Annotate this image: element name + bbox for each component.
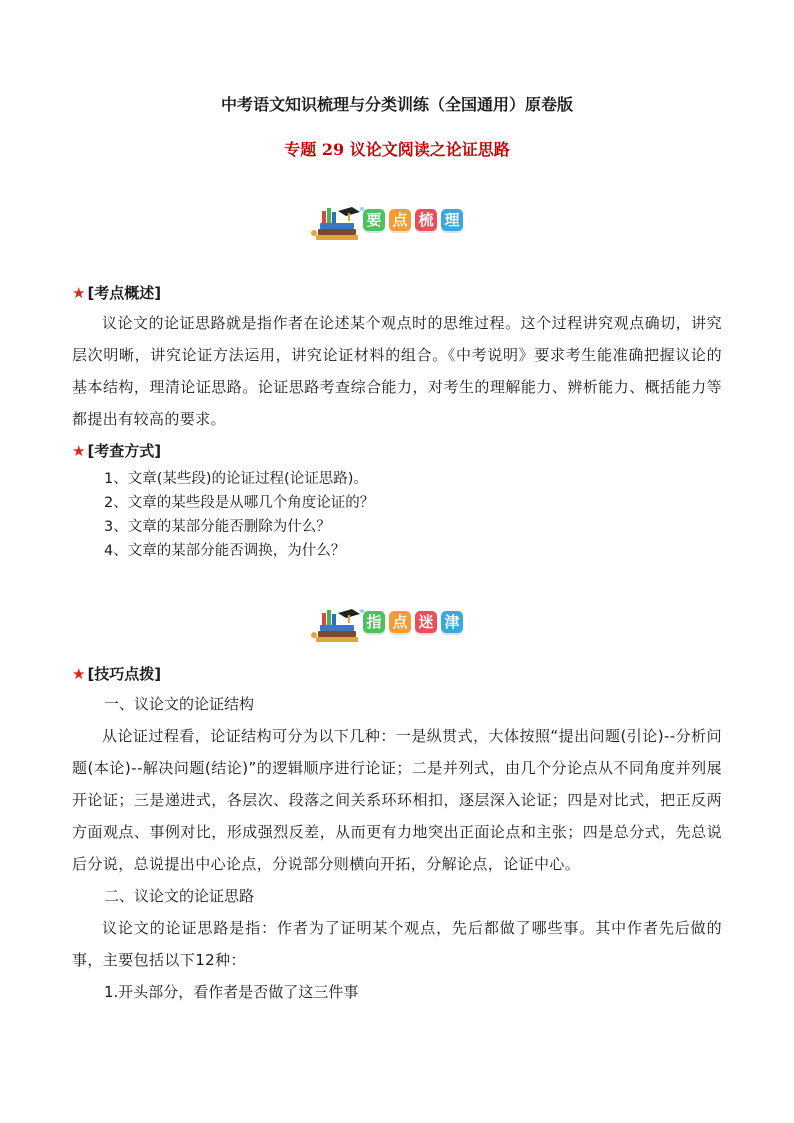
list-item: 4、文章的某部分能否调换，为什么？ xyxy=(104,543,346,559)
thinking-paragraph: 议论文的论证思路是指：作者为了证明某个观点，先后都做了哪些事。其中作者先后做的事，主要包括以下12种： xyxy=(72,919,722,969)
banner-char: 梳 xyxy=(415,209,437,231)
banner-label xyxy=(363,209,463,231)
section-heading-overview: ★ [考点概述] xyxy=(72,284,162,302)
star-icon: ★ xyxy=(72,442,86,460)
books-icon xyxy=(308,605,368,645)
structure-paragraph: 从论证过程看，论证结构可分为以下几种：一是纵贯式，大体按照“提出问题(引论)--分析问题(本论)--解决问题(结论)”的逻辑顺序进行论证；二是并列式，由几个分论点从不同角度并列展开论证；三是递进式，各层次、段落之间关系环环相扣，逐层深入论证；四是对比式，把正反两方面观点、事例对比，形成强烈反差，从而更有力地突出正面论点和主张；四是总分式，先总说后分说，总说提出中心论点，分说部分则横向开拓，分解论点，论证中心。 xyxy=(72,727,722,873)
list-item: 3、文章的某部分能否删除为什么？ xyxy=(104,519,331,535)
banner-char: 津 xyxy=(441,611,463,633)
overview-paragraph: 议论文的论证思路就是指作者在论述某个观点时的思维过程。这个过程讲究观点确切，讲究层次明晰，讲究论证方法运用，讲究论证材料的组合。《中考说明》要求考生能准确把握议论的基本结构，理清论证思路。论证思路考查综合能力，对考生的理解能力、辨析能力、概括能力等都提出有较高的要求。 xyxy=(72,314,722,428)
banner-char: 理 xyxy=(441,209,463,231)
subheading-thinking: 二、议论文的论证思路 xyxy=(104,887,255,905)
topic-subtitle: 专题 29 议论文阅读之论证思路 xyxy=(284,140,510,159)
list-item: 2、文章的某些段是从哪几个角度论证的？ xyxy=(104,495,375,511)
list-item: 1、文章(某些段)的论证过程(论证思路)。 xyxy=(104,471,368,487)
subheading-structure: 一、议论文的论证结构 xyxy=(104,695,255,713)
star-icon: ★ xyxy=(72,284,86,302)
banner-char: 点 xyxy=(389,611,411,633)
banner-char: 要 xyxy=(363,209,385,231)
main-title: 中考语文知识梳理与分类训练（全国通用）原卷版 xyxy=(220,95,573,114)
key-points-banner xyxy=(308,203,488,243)
banner-label xyxy=(363,611,463,633)
banner-char: 点 xyxy=(389,209,411,231)
banner-char: 迷 xyxy=(415,611,437,633)
banner-char: 指 xyxy=(363,611,385,633)
star-icon: ★ xyxy=(72,665,86,683)
opening-part-line: 1.开头部分，看作者是否做了这三件事 xyxy=(104,983,359,1001)
section-heading-tips: ★ [技巧点拨] xyxy=(72,665,162,683)
section-heading-methods: ★ [考查方式] xyxy=(72,442,162,460)
guidance-banner xyxy=(308,605,488,645)
books-icon xyxy=(308,203,368,243)
